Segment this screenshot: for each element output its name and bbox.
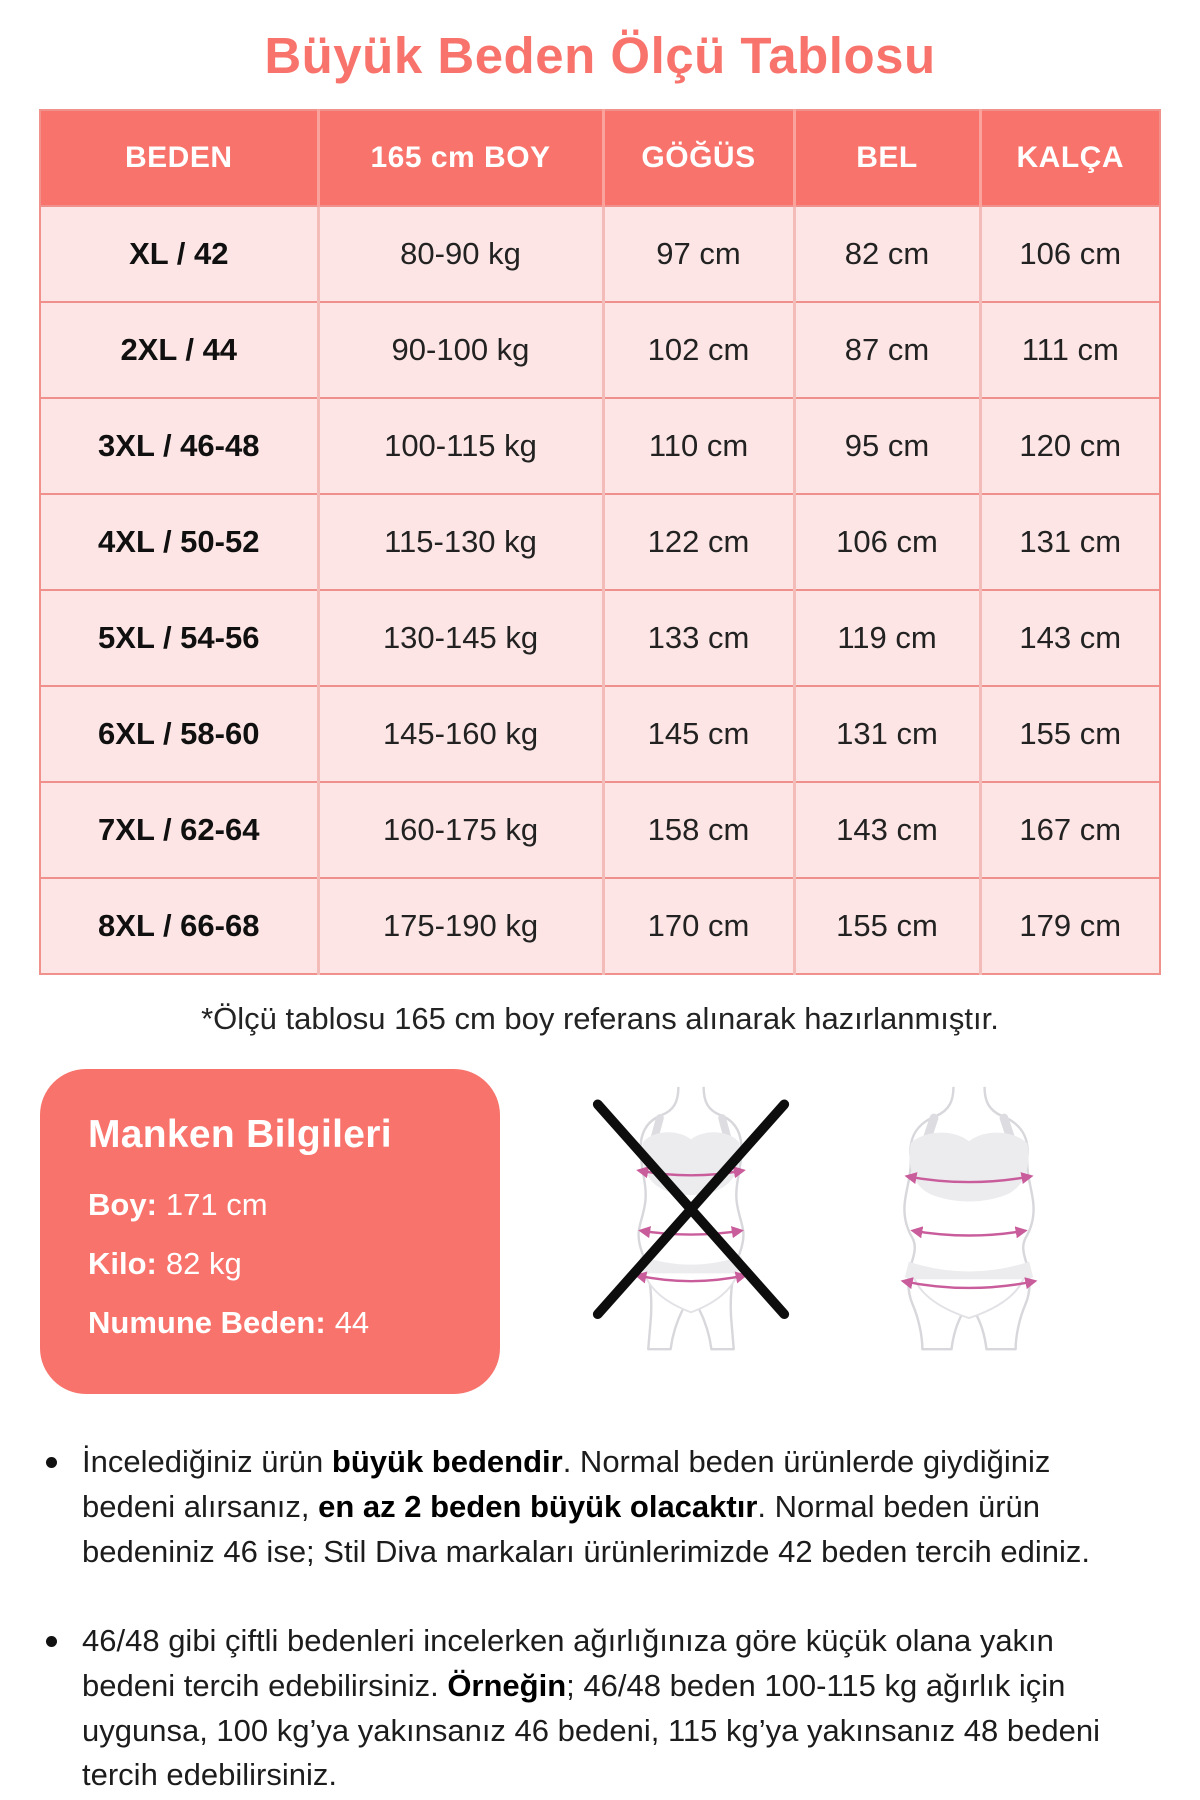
chest-cell: 145 cm bbox=[603, 686, 794, 782]
slim-body-icon bbox=[575, 1083, 807, 1355]
table-row bbox=[40, 590, 1160, 686]
weight-cell: 175-190 kg bbox=[318, 878, 603, 974]
waist-cell: 119 cm bbox=[794, 590, 980, 686]
hip-cell: 111 cm bbox=[980, 302, 1160, 398]
chest-cell: 122 cm bbox=[603, 494, 794, 590]
weight-cell: 160-175 kg bbox=[318, 782, 603, 878]
waist-cell: 95 cm bbox=[794, 398, 980, 494]
waist-cell: 143 cm bbox=[794, 782, 980, 878]
plus-body-silhouette bbox=[853, 1083, 1085, 1355]
hip-cell: 106 cm bbox=[980, 206, 1160, 302]
notes-list bbox=[38, 1440, 1148, 1799]
size-cell: 2XL / 44 bbox=[40, 302, 318, 398]
size-cell: 4XL / 50-52 bbox=[40, 494, 318, 590]
note-text-part: ; 46/48 beden 100-115 kg ağırlık için uygunsa, 100 kg’ya yakınsanız 46 bedeni, 115 kg’ya yakınsanız 48 bedeni tercih edebilirsiniz. bbox=[82, 1667, 1100, 1793]
table-row bbox=[40, 206, 1160, 302]
waist-cell: 131 cm bbox=[794, 686, 980, 782]
model-height-label: Boy: bbox=[88, 1187, 157, 1222]
note-text-bold: en az 2 beden büyük olacaktır bbox=[318, 1488, 758, 1524]
hip-cell: 143 cm bbox=[980, 590, 1160, 686]
slim-body-silhouette-crossed bbox=[575, 1083, 807, 1355]
model-sample-size-label: Numune Beden: bbox=[88, 1304, 326, 1340]
note-text-part: 46/48 gibi çiftli bedenleri incelerken ağırlığınıza göre küçük olana yakın bedeni tercih edebilirsiniz. bbox=[82, 1622, 1054, 1703]
table-row bbox=[40, 494, 1160, 590]
bullet-dot-icon bbox=[46, 1636, 57, 1647]
hip-cell: 155 cm bbox=[980, 686, 1160, 782]
hip-cell: 120 cm bbox=[980, 398, 1160, 494]
table-header-row bbox=[40, 110, 1160, 206]
model-info-title: Manken Bilgileri bbox=[88, 1113, 392, 1156]
hip-cell: 131 cm bbox=[980, 494, 1160, 590]
size-cell: 5XL / 54-56 bbox=[40, 590, 318, 686]
note-text-bold: büyük bedendir bbox=[331, 1443, 563, 1479]
table-footnote: *Ölçü tablosu 165 cm boy referans alınarak hazırlanmıştır. bbox=[201, 1001, 999, 1036]
size-cell: 7XL / 62-64 bbox=[40, 782, 318, 878]
table-row bbox=[40, 782, 1160, 878]
model-sample-size-line bbox=[88, 1301, 472, 1346]
chest-cell: 102 cm bbox=[603, 302, 794, 398]
waist-cell: 155 cm bbox=[794, 878, 980, 974]
weight-cell: 115-130 kg bbox=[318, 494, 603, 590]
column-header-beden: BEDEN bbox=[40, 110, 318, 206]
chest-cell: 158 cm bbox=[603, 782, 794, 878]
note-text-part: İncelediğiniz ürün bbox=[82, 1443, 332, 1479]
body-silhouettes bbox=[500, 1069, 1160, 1355]
model-info-section bbox=[40, 1069, 1160, 1394]
column-header-gogus: GÖĞÜS bbox=[603, 110, 794, 206]
chest-cell: 170 cm bbox=[603, 878, 794, 974]
note-text-part: . Normal beden ürünlerde giydiğiniz bedeni alırsanız, bbox=[82, 1443, 1051, 1524]
column-header-kalca: KALÇA bbox=[980, 110, 1160, 206]
size-cell: XL / 42 bbox=[40, 206, 318, 302]
note-text-part: . Normal beden ürün bedeniniz 46 ise; Stil Diva markaları ürünlerimizde 42 beden tercih ediniz. bbox=[82, 1488, 1091, 1569]
plus-body-icon bbox=[853, 1083, 1085, 1355]
model-sample-size-value: 44 bbox=[334, 1304, 370, 1340]
model-weight-label: Kilo: bbox=[88, 1245, 157, 1281]
model-height-value: 171 cm bbox=[165, 1187, 268, 1222]
size-cell: 3XL / 46-48 bbox=[40, 398, 318, 494]
chest-cell: 110 cm bbox=[603, 398, 794, 494]
waist-cell: 82 cm bbox=[794, 206, 980, 302]
model-height-line bbox=[88, 1183, 472, 1228]
model-weight-value: 82 kg bbox=[165, 1245, 242, 1281]
chest-cell: 133 cm bbox=[603, 590, 794, 686]
table-row bbox=[40, 686, 1160, 782]
table-row bbox=[40, 302, 1160, 398]
size-cell: 6XL / 58-60 bbox=[40, 686, 318, 782]
hip-cell: 167 cm bbox=[980, 782, 1160, 878]
size-cell: 8XL / 66-68 bbox=[40, 878, 318, 974]
note-text-bold: Örneğin bbox=[447, 1667, 567, 1703]
waist-cell: 87 cm bbox=[794, 302, 980, 398]
column-header-bel: BEL bbox=[794, 110, 980, 206]
note-item-double-sizes bbox=[38, 1619, 1148, 1799]
size-table bbox=[39, 109, 1161, 975]
table-row bbox=[40, 398, 1160, 494]
note-text bbox=[82, 1619, 1148, 1799]
weight-cell: 100-115 kg bbox=[318, 398, 603, 494]
weight-cell: 145-160 kg bbox=[318, 686, 603, 782]
note-item-sizing bbox=[38, 1440, 1148, 1575]
weight-cell: 130-145 kg bbox=[318, 590, 603, 686]
table-row bbox=[40, 878, 1160, 974]
chest-cell: 97 cm bbox=[603, 206, 794, 302]
waist-cell: 106 cm bbox=[794, 494, 980, 590]
bullet-dot-icon bbox=[46, 1457, 57, 1468]
column-header-boy: 165 cm BOY bbox=[318, 110, 603, 206]
weight-cell: 90-100 kg bbox=[318, 302, 603, 398]
model-weight-line bbox=[88, 1242, 472, 1287]
hip-cell: 179 cm bbox=[980, 878, 1160, 974]
page-title: Büyük Beden Ölçü Tablosu bbox=[264, 27, 936, 84]
weight-cell: 80-90 kg bbox=[318, 206, 603, 302]
model-info-box bbox=[40, 1069, 500, 1394]
note-text bbox=[82, 1440, 1148, 1575]
